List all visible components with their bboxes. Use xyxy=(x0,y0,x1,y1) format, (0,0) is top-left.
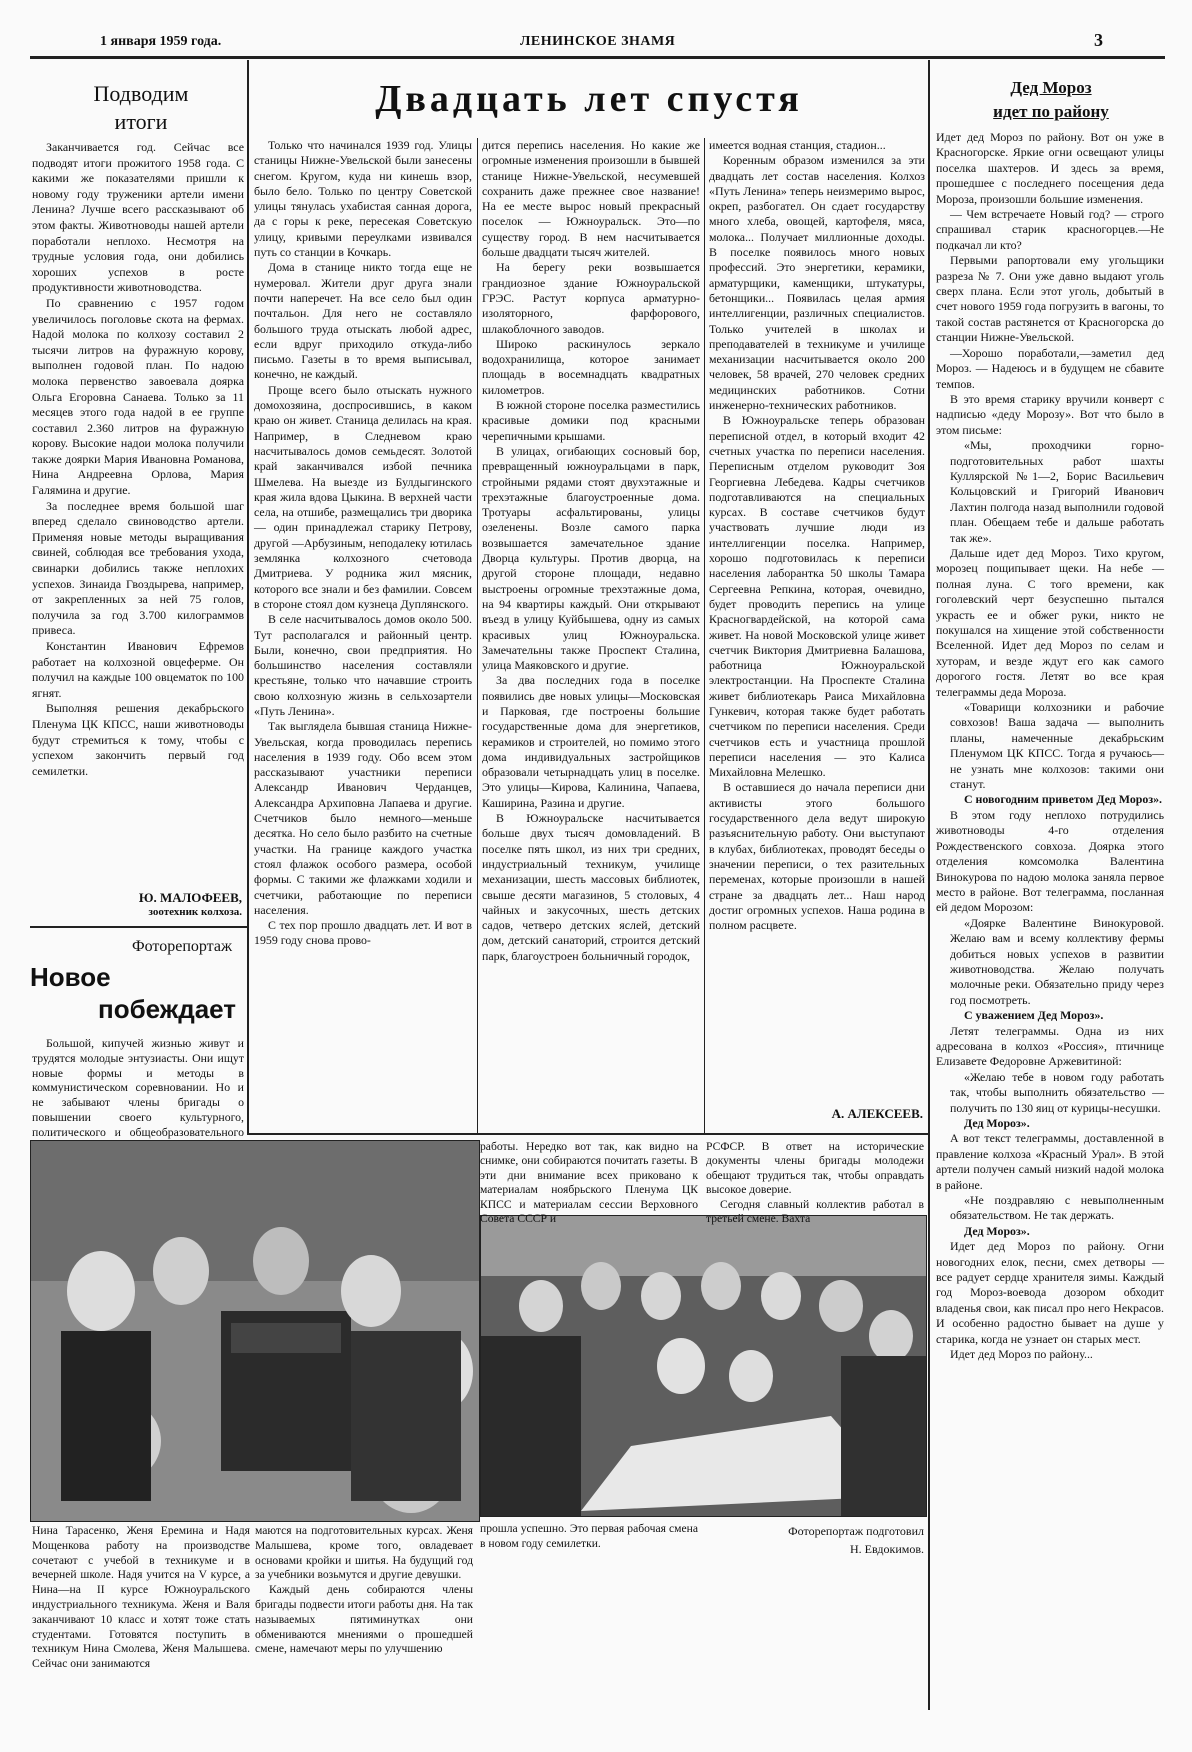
paragraph: В оставшиеся до начала переписи дни активисты этого большого государственного дела ведут широкую разъяснительную работу. Они выступают в клубах, библиотеках, проводят беседы о значении переписи, о тех разительных переменах, которые произошли в нашей стране за двадцать лет... Наш народ достиг огромных успехов. Наша родина в полном расцвете. xyxy=(709,780,925,933)
paragraph: С новогодним приветом Дед Мороз». xyxy=(964,792,1163,807)
paragraph: —Хорошо поработали,—заметил дед Мороз. — Надеюсь и в будущем не сбавите темпов. xyxy=(936,345,1164,391)
paragraph: дится перепись населения. Но какие же огромные изменения произошли в бывшей станице Нижне-Увельской, несумевшей сохранить даже прежнее свое название! На ее месте вырос новый прекрасный поселок — Южноуральск. Это—по существу город. В нем насчитывается больше двадцати тысяч жителей. xyxy=(482,138,700,260)
column-rule-inner-2 xyxy=(704,138,705,1133)
column-rule-right xyxy=(928,60,930,1710)
paragraph: Дед Мороз». xyxy=(964,1223,1030,1238)
paragraph: В этом году неплохо потрудились животноводы 4-го отделения Рождественского совхоза. Доярка этого отделения комсомолка Валентина Винокурова по надою молока заняла первое место в районе. Вот телеграмма, посланная ей дедом Морозом: xyxy=(936,807,1164,915)
article-title-podvodim: Подводим итоги xyxy=(93,81,189,134)
paragraph: Константин Иванович Ефремов работает на колхозной овцеферме. Он получил на каждые 100 овцематок по 100 ягнят. xyxy=(32,639,244,700)
caption-col4-novoe xyxy=(706,1140,924,1226)
caption-col1-novoe: Нина Тарасенко, Женя Еремина и Надя Мощенкова работу на производстве сочетают с учебой в техникуме и в вечерней школе. Надя учится на V курсе, а Нина—на II курсе Южноуральского индустриального техникума. Женя и Валя заканчивают 10 класс и хотят тоже стать студентами. Готовятся поступить в техникум Нина Смолева, Женя Малышева. Сейчас они занимаются xyxy=(32,1524,250,1671)
photo-brigade-reading xyxy=(30,1140,480,1522)
article-body-podvodim xyxy=(32,140,244,845)
article-title-novoe-line1: Новое xyxy=(30,962,111,992)
paragraph: Дальше идет дед Мороз. Тихо кругом, морозец пощипывает щеки. На небе — полная луна. С того времени, как гоголевский черт безуспешно пытался украсть ее и обжег руки, никто не покушался на хищение этой собственности Вселенной. Идет дед Мороз по селам и хуторам, и везде ждут его как самого дорогого гостя. Летят во все края телеграммы деда Мороза. xyxy=(936,545,1164,699)
masthead-paper-name: ЛЕНИНСКОЕ ЗНАМЯ xyxy=(520,34,676,49)
paragraph: «Мы, проходчики горно-подготовительных работ шахты Куллярской №1—2, Борис Васильевич Кольцовский и Григорий Иванович Лахтин полгода назад выполнили годовой план. Обещаем тебе и дальше работать так же». xyxy=(950,438,1164,545)
paragraph: Каждый день собираются члены бригады подвести итоги работы дня. На так называемых пятиминутках они обмениваются мнениями о прошедшей смене, намечают меры по улучшению xyxy=(255,1583,473,1656)
paragraph: «Доярке Валентине Винокуровой. Желаю вам и всему коллективу фермы добиться новых успехов в развитии животноводства. Желаю получать молочные реки. Обязательно приду через год посмотреть. xyxy=(950,915,1164,1007)
article-title-dvadtsat: Двадцать лет спустя xyxy=(375,78,803,120)
paragraph: маются на подготовительных курсах. Женя Малышева, кроме того, овладевает основами кройки и шитья. На будущий год за учебники возьмутся и другие девушки. xyxy=(255,1524,473,1582)
paragraph: По сравнению с 1957 годом увеличилось поголовье скота на фермах. Надой молока по колхозу составил 2 тысячи литров на фуражную корову, выполнен годовой план. По надою молока первенство завоевала доярка Ольга Егоровна Санаева. Только за 11 месяцев этого года надой в ее группе составил 2.360 литров на фуражную корову. Высокие надои молока получили также доярки Мария Ивановна Романова, Нина Андреевна Орлова, Мария Галямина и другие. xyxy=(32,295,244,498)
article-col1-dvadtsat xyxy=(254,138,472,1131)
paragraph: Сегодня славный коллектив работал в третьей смене. Вахта xyxy=(706,1197,924,1226)
photo-credit-line2: Н. Евдокимов. xyxy=(850,1542,924,1556)
paragraph: В это время старику вручили конверт с надписью «деду Морозу». Вот что было в этом письме: xyxy=(936,391,1164,437)
article-title-ded-line2: идет по району xyxy=(993,102,1109,121)
paragraph: Выполняя решения декабрьского Пленума ЦК КПСС, наши животноводы будут стремиться к тому, чтобы с успехом закончить первый год семилетки. xyxy=(32,701,244,778)
paragraph: На берегу реки возвышается грандиозное здание Южноуральской ГРЭС. Растут корпуса арматурно-изоляторного, фарфорового, шлакоблочного заводов. xyxy=(482,260,700,336)
paragraph: имеется водная станция, стадион... xyxy=(709,138,886,152)
paragraph: Широко раскинулось зеркало водохранилища, которое занимает площадь в восемнадцать квадратных километров. xyxy=(482,336,700,397)
article-title-novoe-line2: побеждает xyxy=(98,994,237,1024)
paragraph: За последнее время большой шаг вперед сделало свиноводство артели. Применяя новые методы выращивания свиней, соблюдая все требования ухода, свинарки добились также неплохих успехов. Зинаида Гвоздырева, например, от закрепленных за ней 75 голов, получила за год 3.700 килограммов привеса. xyxy=(32,498,244,638)
paragraph: В Южноуральске насчитывается больше двух тысяч домовладений. В поселке пять школ, из них три средних, индустриальный техникум, училище механизации, шесть массовых библиотек, свыше десяти магазинов, 5 столовых, 4 чайных и закусочных, шесть детских садов, четверо детских яслей, детский дом, детский санаторий, строится детский парк, благоустроен больничный городок, xyxy=(482,811,700,963)
paragraph: В селе насчитывалось домов около 500. Тут располагался и районный центр. Были, конечно, свои предприятия. Но большинство населения составляли крестьяне, только что начавшие строить свою колхозную жизнь в сельхозартели «Путь Ленина». xyxy=(254,612,472,718)
caption-col2-novoe xyxy=(255,1524,473,1704)
signature-role-podvodim: зоотехник колхоза. xyxy=(148,906,242,918)
paragraph: Идет дед Мороз по району. Вот он уже в Красногорске. Яркие огни освещают улицы поселка шахтеров. И здесь за время, прошедшее с последнего посещения деда Мороза, произошли большие изменения. xyxy=(936,130,1164,206)
paragraph: Первыми рапортовали ему угольщики разреза № 7. Они уже давно выдают уголь сверх плана. Если этот уголь, добытый в счет нового 1959 года погрузить в вагоны, то такой состав растянется от Красногорска до станции Нижне-Увельской. xyxy=(936,253,1164,345)
article-col3-dvadtsat xyxy=(709,138,925,1088)
paragraph: В улицах, огибающих сосновый бор, превращенный южноуральцами в парк, стройными рядами стоят двухэтажные и трехэтажные благоустроенные дома. Тротуары асфальтированы, улицы озеленены. Возле самого парка возвышается замечательное здание Дворца культуры. Против дворца, на другой стороне площади, недавно выстроены огромные трехэтажные дома, на 94 квартиры каждый. Они открывают въезд в улицу Куйбышева, одну из самых красивых улиц Южноуральска. Замечательны также Проспект Сталина, улица Маяковского и другие. xyxy=(482,443,700,673)
paragraph: Заканчивается год. Сейчас все подводят итоги прожитого 1958 года. С какими же показателями пришли к новому году труженики артели имени Ленина? Лучше всего рассказывают об этом факты. Животноводы нашей артели поработали неплохо. Несмотря на трудные условия года, они добились хороших успехов в росте продуктивности животноводства. xyxy=(32,140,244,295)
photo-image xyxy=(481,1216,926,1516)
paragraph: С тех пор прошло двадцать лет. И вот в 1959 году снова прово- xyxy=(254,918,472,948)
photo-image xyxy=(31,1141,479,1521)
paragraph: За два последних года в поселке появились две новых улицы—Московская и Парковая, где построены большие государственные дома для энергетиков, керамиков и строителей, но помимо этого дома индивидуальных застройщиков образовали четырнадцать улиц в поселке. Это улицы—Кирова, Калинина, Чапаева, Каширина, Разина и другие. xyxy=(482,673,700,810)
paragraph: В Южноуральске теперь образован переписной отдел, в который входит 42 счетных участка по переписи населения. Переписным отделом руководит Зоя Георгиевна Лебедева. Кадры счетчиков подготавливаются на специальных курсах. В составе счетчиков будут участвовать лучшие люди из интеллигенции поселка. Например, хорошо подготовилась к переписи населения лаборантка 50 школы Тамара Сергеевна Репкина, которая, очевидно, будет проводить перепись на улице Красногвардейской, на которой сама живет. На новой Московской улице живет счетчик Виктория Дмитриевна Балашова, работница Южноуральской электростанции. На Проспекте Сталина живет библиотекарь Раиса Михайловна Гункевич, которая также будет работать счетчиком по переписи населения. Среди счетчиков есть и участница прошлой переписи населения — это Калиса Михайловна Мелешко. xyxy=(709,413,925,780)
paragraph: Летят телеграммы. Одна из них адресована в колхоз «Россия», птичнице Елизавете Федоровне Аржевитиной: xyxy=(936,1023,1164,1069)
photo-brigade-shift xyxy=(480,1215,927,1517)
paragraph: Проще всего было отыскать нужного домохозяина, доспросившись, в каком краю он живет. Станица делилась на края. Например, в Следневом краю насчитывалось домов семьдесят. Золотой край заканчивался избой печника Шмелева. На выезде из Булдыгинского края жила вдова Цыкина. В верхней части села, на отшибе, размещались три дворика — один принадлежал старику Петрову, другой —Арбузиным, неподалеку ютилась землянка колхозного счетовода Дмитриева. У родника жил мясник, которого все знали и без фамилии. Совсем в стороне стоял дом кузнеца Дуплянского. xyxy=(254,382,472,611)
rubric-fotoreportazh: Фоторепортаж xyxy=(132,938,233,955)
paragraph: Только что начинался 1939 год. Улицы станицы Нижне-Увельской были занесены снегом. Кругом, куда ни кинешь взор, было бело. Только по центру Советской улицы тянулась ухабистая санная дорога, да с горы к реке, пересекая Советскую улицу, кривыми переулками извивался путь со станции в Кочкарь. xyxy=(254,138,472,260)
paragraph: Дома в станице никто тогда еще не нумеровал. Жители друг друга знали почти наперечет. На все село был один почтальон. Для него не составляло большого труда отыскать любой адрес, если вдруг приходило откуда-либо письмо. Газеты в то время выписывал, конечно, не каждый. xyxy=(254,260,472,382)
paragraph: — Чем встречаете Новый год? — строго спрашивал старик красногорцев.—Не подкачал ли кто? xyxy=(936,207,1164,252)
column-rule-left xyxy=(247,60,249,1135)
masthead-date: 1 января 1959 года. xyxy=(100,34,222,49)
article-body-ded xyxy=(936,130,1164,1700)
signature-dvadtsat: А. АЛЕКСЕЕВ. xyxy=(831,1106,923,1121)
signature-podvodim: Ю. МАЛОФЕЕВ, xyxy=(138,890,242,905)
paragraph: В южной стороне поселка разместились красивые домики под красными черепичными крышами. xyxy=(482,398,700,443)
paragraph: Идет дед Мороз по району... xyxy=(950,1347,1093,1362)
paragraph: Большой, кипучей жизнью живут и трудятся молодые энтузиасты. Они ищут новые формы и методы в коммунистическом соревновании. Но и не забывают члены бригады о повышении своего культурного, политического и общеобразовательного xyxy=(32,1036,244,1139)
paragraph: Дед Мороз». xyxy=(964,1116,1030,1130)
paragraph: «Не поздравляю с невыполненным обязательством. Не так держать. xyxy=(950,1193,1164,1223)
article-bottom-rule xyxy=(247,1133,929,1135)
masthead-rule xyxy=(30,56,1165,59)
left-section-rule xyxy=(30,926,248,928)
paragraph: Идет дед Мороз по району. Огни новогодних елок, песни, смех детворы — все радует сердце хранителя зимы. Каждый год Мороз-воевода дозором обходит владенья свои, как писал про него Некрасов. И особенно радостно бывает на душе у старика, когда не узнает он старых мест. xyxy=(936,1239,1164,1346)
paragraph: А вот текст телеграммы, доставленной в правление колхоза «Красный Урал». В этой артели получен самый низкий надой молока в районе. xyxy=(936,1131,1164,1192)
article-col2-dvadtsat xyxy=(482,138,700,1131)
caption-col3-novoe: работы. Нередко вот так, как видно на снимке, они собираются почитать газеты. В эти дни внимание всех приковано к материалам ноябрьского Пленума ЦК КПСС и материалам сессии Верховного Совета СССР и xyxy=(480,1140,698,1226)
paragraph: С уважением Дед Мороз». xyxy=(964,1008,1104,1023)
paragraph: «Желаю тебе в новом году работать так, чтобы выполнить обязательство — получить по 130 яиц от курицы-несушки. xyxy=(950,1069,1164,1115)
photo-credit-line1: Фоторепортаж подготовил xyxy=(788,1524,924,1538)
masthead-page-number: 3 xyxy=(1094,30,1103,50)
caption-bottom-novoe: прошла успешно. Это первая рабочая смена в новом году семилетки. xyxy=(480,1522,698,1550)
article-title-ded-line1: Дед Мороз xyxy=(1010,78,1092,97)
paragraph: Так выглядела бывшая станица Нижне-Увельская, когда проводилась перепись населения в 1939 году. Обо всем этом рассказывают участники переписи Александр Иванович Черданцев, Александра Архиповна Лапаева и другие. Счетчиков было немного—меньше десятка. Но село было разбито на счетные участки. На границе каждого участка стоял флажок особого размера, особой формы. С такими же флажками ходили и счетчики, работающие по переписи населения. xyxy=(254,719,472,917)
column-rule-inner-1 xyxy=(477,138,478,1133)
paragraph: «Товарищи колхозники и рабочие совхозов! Ваша задача — выполнить планы, намеченные декабрьским Пленумом ЦК КПСС. Тогда я ручаюсь—не узнать мне колхозов: такими они станут. xyxy=(950,700,1164,792)
paragraph: Коренным образом изменился за эти двадцать лет состав населения. Колхоз «Путь Ленина» теперь неизмеримо вырос, окреп, разбогател. Он сдает государству много хлеба, овощей, картофеля, мяса, молока... Получает миллионные доходы. В поселке появилось много новых профессий. Это энергетики, керамики, арматурщики, каменщики, штукатуры, бетонщики... Появилась целая армия интеллигенции, различных специалистов. Только учителей в школах и преподавателей в техникуме и училище механизации насчитывается около 200 человек, 58 врачей, 270 человек средних медицинских работников. Сотни инженерно-технических работников. xyxy=(709,153,925,413)
article-body-novoe xyxy=(32,1036,244,1139)
paragraph: РСФСР. В ответ на исторические документы члены бригады молодежи обещают трудиться так, чтобы оправдать высокое доверие. xyxy=(706,1140,924,1197)
